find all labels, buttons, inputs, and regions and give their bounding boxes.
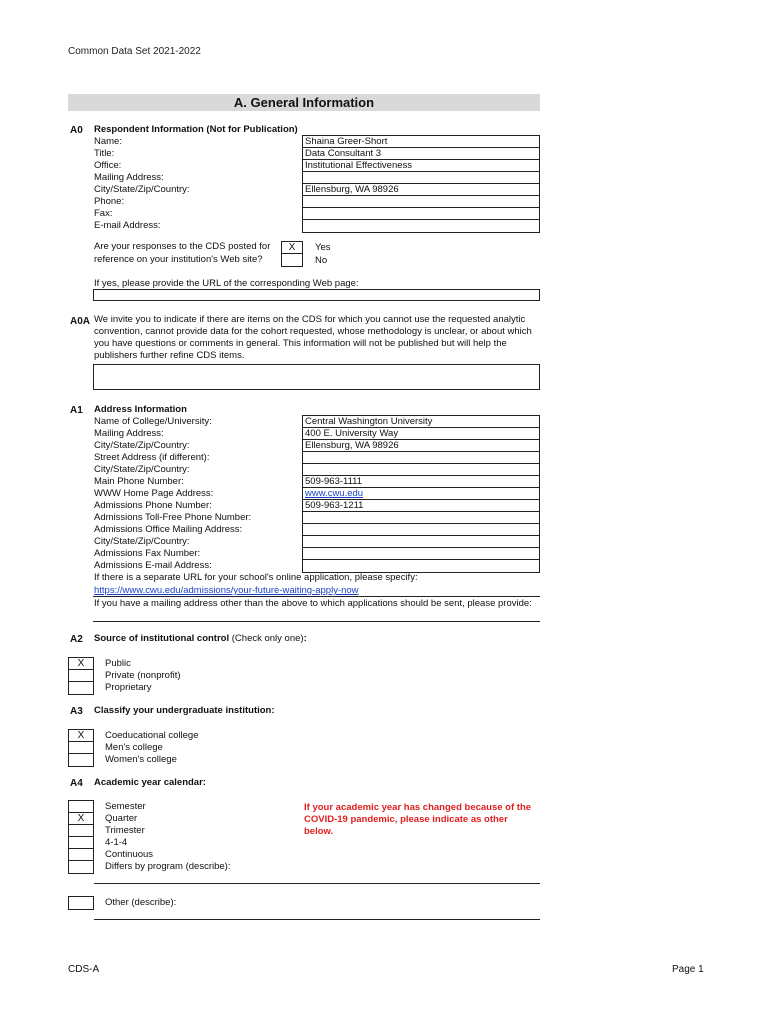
- mailing-address-field[interactable]: 400 E. University Way: [303, 428, 539, 440]
- street-city-state-zip-field[interactable]: [303, 464, 539, 476]
- covid-note-line: below.: [304, 826, 334, 837]
- admissions-phone-field[interactable]: 509-963-1211: [303, 500, 539, 512]
- a0a-text-line: publishers further refine CDS items.: [94, 350, 245, 361]
- a2-heading-note: (Check only one): [229, 633, 304, 644]
- a0a-comments-field[interactable]: [93, 364, 540, 390]
- a1-label: Admissions Phone Number:: [94, 500, 212, 511]
- a0-label: Mailing Address:: [94, 172, 164, 183]
- a4-option: Differs by program (describe):: [105, 861, 231, 872]
- a0-heading: Respondent Information (Not for Publication): [94, 124, 298, 135]
- a1-heading: Address Information: [94, 404, 187, 415]
- cds-posted-question-line1: Are your responses to the CDS posted for: [94, 241, 271, 252]
- home-page-link[interactable]: www.cwu.edu: [303, 488, 539, 500]
- a1-label: Admissions E-mail Address:: [94, 560, 212, 571]
- other-checkbox[interactable]: [69, 897, 93, 909]
- a0-respondent-fields: [302, 135, 540, 233]
- a4-option: Continuous: [105, 849, 154, 860]
- a1-label: City/State/Zip/Country:: [94, 536, 190, 547]
- a1-code: A1: [70, 405, 83, 416]
- a2-heading-colon: :: [303, 633, 307, 644]
- public-checkbox[interactable]: X: [69, 658, 93, 670]
- a0a-code: A0A: [70, 316, 91, 327]
- city-state-zip-field[interactable]: Ellensburg, WA 98926: [303, 440, 539, 452]
- a0-code: A0: [70, 125, 83, 136]
- a0-label: Phone:: [94, 196, 125, 207]
- a1-label: Admissions Office Mailing Address:: [94, 524, 243, 535]
- no-label: No: [315, 255, 328, 266]
- a1-label: City/State/Zip/Country:: [94, 440, 190, 451]
- respondent-email-field[interactable]: [303, 220, 539, 232]
- a1-label: Main Phone Number:: [94, 476, 184, 487]
- admissions-fax-field[interactable]: [303, 548, 539, 560]
- a3-option: Women's college: [105, 754, 177, 765]
- respondent-fax-field[interactable]: [303, 208, 539, 220]
- continuous-checkbox[interactable]: [69, 849, 93, 861]
- differs-by-program-line[interactable]: [94, 883, 540, 884]
- a2-option: Private (nonprofit): [105, 670, 181, 681]
- cds-url-field[interactable]: [93, 289, 540, 301]
- a0-label: E-mail Address:: [94, 220, 161, 231]
- a2-option: Proprietary: [105, 682, 152, 693]
- a1-label: Mailing Address:: [94, 428, 164, 439]
- respondent-mailing-field[interactable]: [303, 172, 539, 184]
- a3-heading: Classify your undergraduate institution:: [94, 705, 275, 716]
- a1-label: WWW Home Page Address:: [94, 488, 214, 499]
- a4-option: Semester: [105, 801, 146, 812]
- online-application-prompt: If there is a separate URL for your school's online application, please specify:: [94, 572, 418, 583]
- a2-checkboxes: [68, 657, 94, 695]
- a0-label: Fax:: [94, 208, 113, 219]
- a4-other-checkbox-wrap: [68, 896, 94, 910]
- main-phone-field[interactable]: 509-963-1111: [303, 476, 539, 488]
- a3-option: Men's college: [105, 742, 163, 753]
- cds-posted-question-line2: reference on your institution's Web site?: [94, 254, 263, 265]
- respondent-office-field[interactable]: Institutional Effectiveness: [303, 160, 539, 172]
- private-nonprofit-checkbox[interactable]: [69, 670, 93, 682]
- yes-label: Yes: [315, 242, 331, 253]
- covid-note-line: COVID-19 pandemic, please indicate as other: [304, 814, 508, 825]
- a0a-text-line: We invite you to indicate if there are items on the CDS for which you cannot use the requested analytic: [94, 314, 526, 325]
- quarter-checkbox[interactable]: X: [69, 813, 93, 825]
- a4-code: A4: [70, 778, 83, 789]
- cds-posted-checkboxes: [281, 241, 303, 267]
- admissions-email-field[interactable]: [303, 560, 539, 572]
- a4-heading: Academic year calendar:: [94, 777, 206, 788]
- a4-option: Trimester: [105, 825, 145, 836]
- admissions-city-field[interactable]: [303, 536, 539, 548]
- a1-label: City/State/Zip/Country:: [94, 464, 190, 475]
- respondent-title-field[interactable]: Data Consultant 3: [303, 148, 539, 160]
- coeducational-checkbox[interactable]: X: [69, 730, 93, 742]
- a0a-text-line: you have questions or comments in general. This information will not be published but will help the: [94, 338, 507, 349]
- divider: [93, 596, 540, 597]
- respondent-name-field[interactable]: Shaina Greer-Short: [303, 136, 539, 148]
- a2-heading-row: [94, 633, 307, 644]
- a4-option: Quarter: [105, 813, 138, 824]
- a1-label: Admissions Fax Number:: [94, 548, 201, 559]
- college-name-field[interactable]: Central Washington University: [303, 416, 539, 428]
- street-address-field[interactable]: [303, 452, 539, 464]
- semester-checkbox[interactable]: [69, 801, 93, 813]
- a0-label: Office:: [94, 160, 122, 171]
- a4-checkboxes: [68, 800, 94, 874]
- a1-label: Name of College/University:: [94, 416, 212, 427]
- document-header: Common Data Set 2021-2022: [68, 46, 201, 57]
- admissions-mailing-field[interactable]: [303, 524, 539, 536]
- url-prompt: If yes, please provide the URL of the corresponding Web page:: [94, 278, 359, 289]
- a1-address-fields: [302, 415, 540, 573]
- other-label: Other (describe):: [105, 897, 177, 908]
- respondent-phone-field[interactable]: [303, 196, 539, 208]
- a3-option: Coeducational college: [105, 730, 199, 741]
- no-checkbox[interactable]: [282, 254, 302, 266]
- a0-label: Name:: [94, 136, 122, 147]
- a0-label: Title:: [94, 148, 115, 159]
- page-number: Page 1: [672, 964, 704, 975]
- womens-college-checkbox[interactable]: [69, 754, 93, 766]
- a2-code: A2: [70, 634, 83, 645]
- online-application-link[interactable]: https://www.cwu.edu/admissions/your-future-waiting-apply-now: [94, 585, 359, 596]
- a2-heading: Source of institutional control: [94, 633, 230, 644]
- a0-label: City/State/Zip/Country:: [94, 184, 190, 195]
- application-mailing-prompt: If you have a mailing address other than the above to which applications should be sent, please provide:: [94, 598, 532, 609]
- covid-note-line: If your academic year has changed because of the: [304, 802, 532, 813]
- footer-left: CDS-A: [68, 964, 100, 975]
- a2-option: Public: [105, 658, 131, 669]
- proprietary-checkbox[interactable]: [69, 682, 93, 694]
- a1-label: Admissions Toll-Free Phone Number:: [94, 512, 252, 523]
- yes-checkbox[interactable]: X: [282, 242, 302, 254]
- admissions-toll-free-field[interactable]: [303, 512, 539, 524]
- other-describe-line[interactable]: [94, 919, 540, 920]
- respondent-city-field[interactable]: Ellensburg, WA 98926: [303, 184, 539, 196]
- a4-option: 4-1-4: [105, 837, 128, 848]
- mens-college-checkbox[interactable]: [69, 742, 93, 754]
- differs-by-program-checkbox[interactable]: [69, 861, 93, 873]
- a1-label: Street Address (if different):: [94, 452, 210, 463]
- four-one-four-checkbox[interactable]: [69, 837, 93, 849]
- a3-code: A3: [70, 706, 83, 717]
- trimester-checkbox[interactable]: [69, 825, 93, 837]
- a0a-text-line: convention, cannot provide data for the cohort requested, whose methodology is unclear, or about which: [94, 326, 532, 337]
- section-title: A. General Information: [68, 94, 540, 111]
- a3-checkboxes: [68, 729, 94, 767]
- application-mailing-line[interactable]: [93, 621, 540, 622]
